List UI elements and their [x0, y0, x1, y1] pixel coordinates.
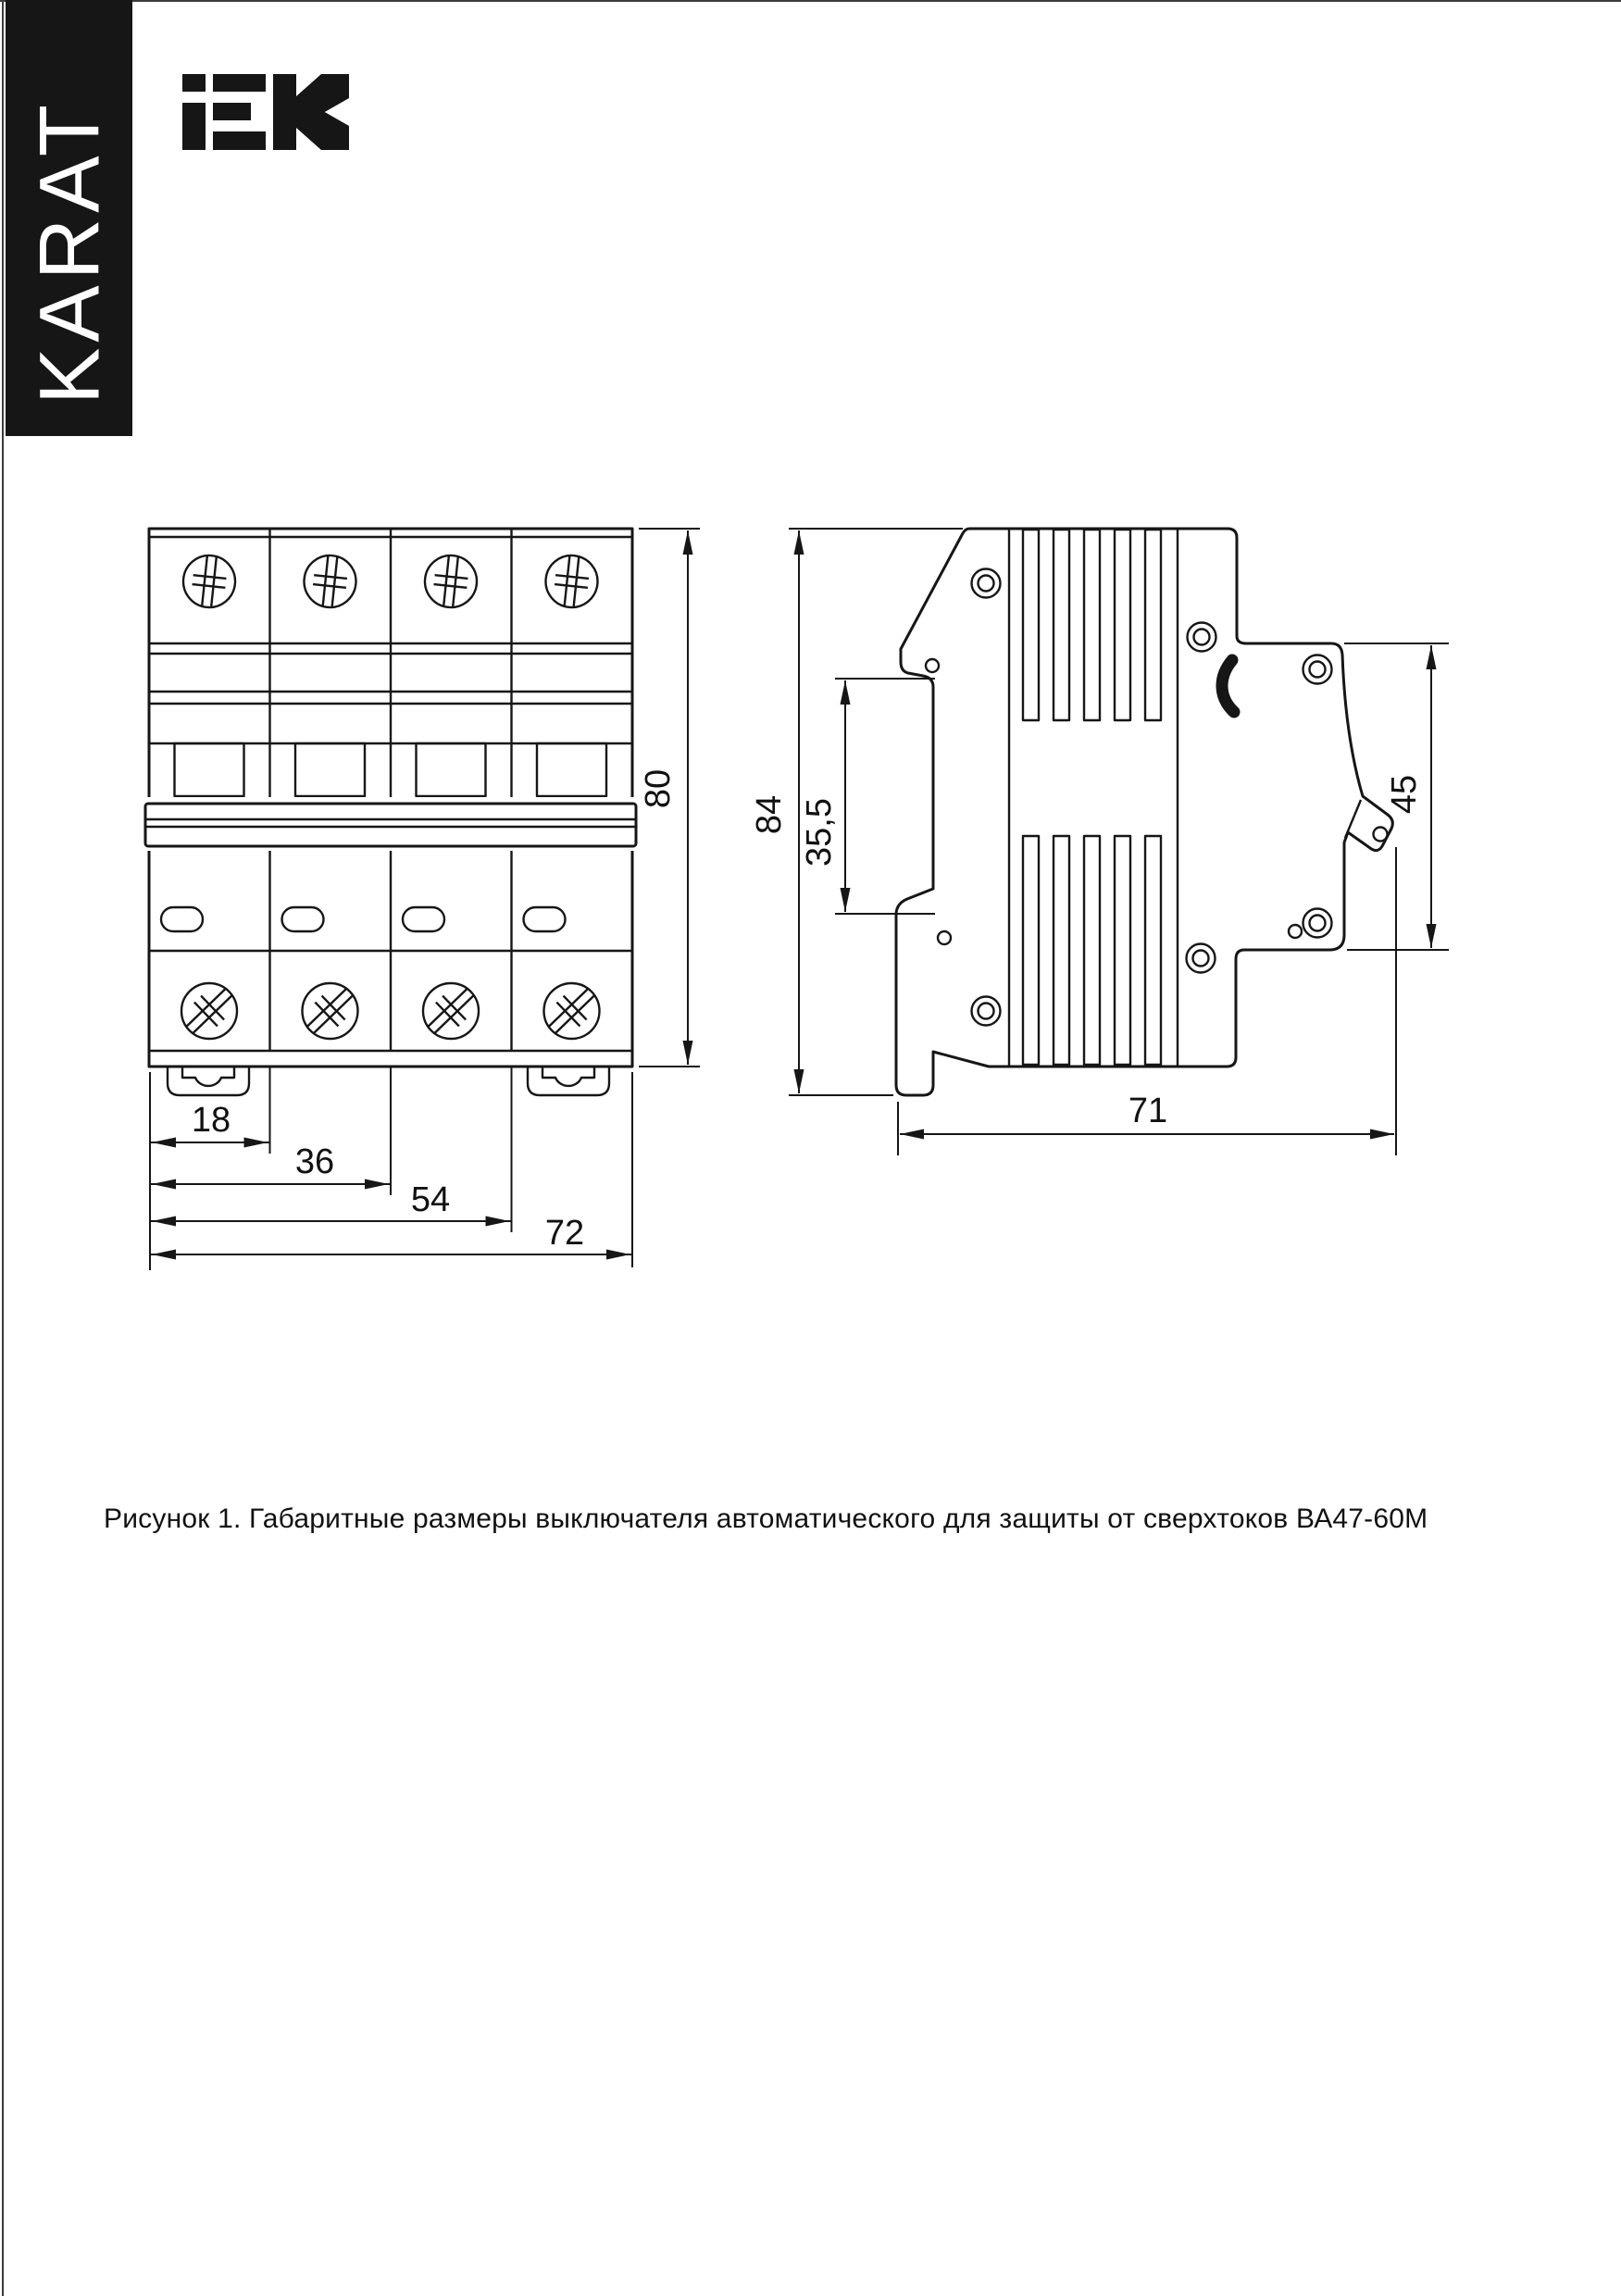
dim-label-45: 45 — [1385, 774, 1424, 815]
dim-label-36: 36 — [294, 1142, 335, 1181]
toggle-handle-4 — [537, 743, 606, 796]
toggle-handle-1 — [175, 743, 244, 796]
window-oval-4 — [524, 907, 566, 931]
din-clip-right — [528, 1067, 609, 1095]
dim-label-84: 84 — [750, 794, 789, 835]
dim-front-height — [639, 529, 700, 1067]
crescent-slot — [1222, 660, 1234, 712]
face-panel-edges — [1009, 529, 1178, 1067]
window-oval-1 — [161, 907, 203, 931]
din-clip-right-notch — [542, 1067, 594, 1086]
side-view-drawing — [750, 529, 1449, 1155]
rivet-bosses — [972, 569, 1332, 1026]
figure-caption: Рисунок 1. Габаритные размеры выключателя автоматического для защиты от сверхтоков ВА47-60М — [104, 1504, 1428, 1534]
din-clips — [168, 1067, 609, 1095]
front-view-drawing — [143, 529, 700, 1270]
latch-tab-inner-edge — [1345, 800, 1361, 838]
trip-bar-mask — [143, 797, 638, 851]
din-clip-left — [168, 1067, 249, 1095]
dim-label-72: 72 — [544, 1214, 585, 1253]
dim-label-80: 80 — [639, 768, 678, 809]
pole-dividers — [270, 529, 512, 1051]
window-oval-2 — [282, 907, 324, 931]
din-clip-left-notch — [182, 1067, 234, 1086]
dim-label-18: 18 — [191, 1101, 231, 1140]
dim-label-54: 54 — [410, 1180, 451, 1219]
dim-rail-notch — [800, 679, 935, 914]
vent-slots-bottom — [1023, 836, 1161, 1065]
dim-label-35-5: 35,5 — [800, 798, 839, 867]
dim-front-widths — [150, 1067, 632, 1270]
series-name: KARAT — [22, 99, 118, 405]
dim-side-height — [750, 529, 963, 1095]
toggle-handle-3 — [417, 743, 486, 796]
trip-bar — [143, 797, 638, 851]
window-oval-3 — [403, 907, 444, 931]
vent-slots-top — [1023, 530, 1161, 720]
dim-depth — [898, 847, 1396, 1155]
pin-holes — [926, 659, 1388, 944]
marking-windows — [161, 907, 566, 931]
dim-label-71: 71 — [1128, 1092, 1168, 1130]
toggle-handle-2 — [295, 743, 365, 796]
